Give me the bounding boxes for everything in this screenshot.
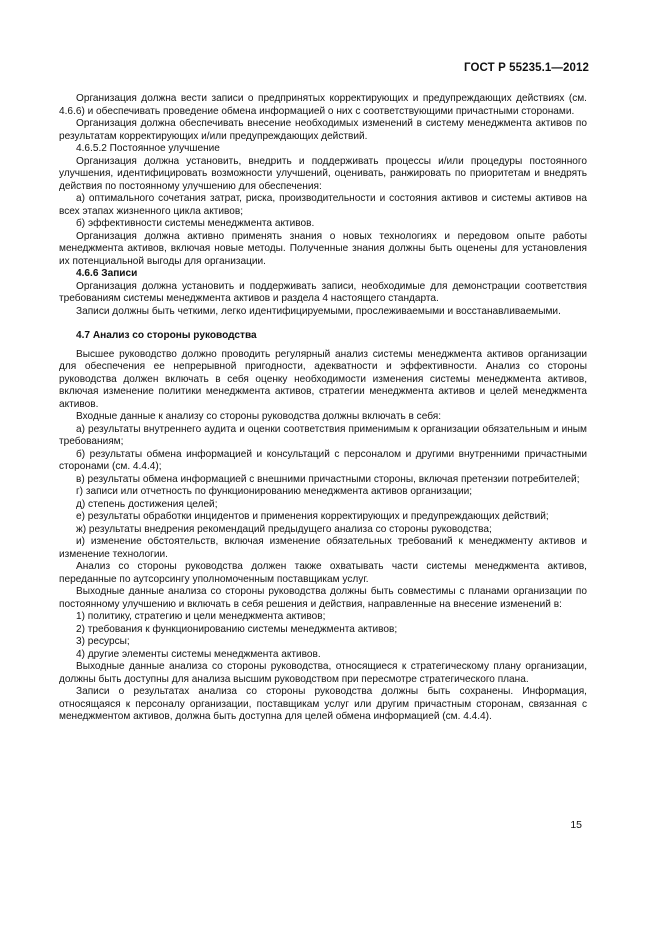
list-item: и) изменение обстоятельств, включая изменение обязательных требований к менеджменту активов и изменение технологии. (59, 536, 587, 560)
paragraph: Организация должна вести записи о предпринятых корректирующих и предупреждающих действиях (см. 4.6.6) и обеспечивать проведение обмена информацией о них с соответствующими причастными сторонами. (59, 93, 587, 117)
document-code: ГОСТ Р 55235.1—2012 (464, 62, 589, 74)
list-item: 2) требования к функционированию системы менеджмента активов; (76, 623, 398, 635)
paragraph: Входные данные к анализу со стороны руководства должны включать в себя: (76, 411, 442, 422)
paragraph: Анализ со стороны руководства должен также охватывать части системы менеджмента активов, переданные по аутсорсингу уполномоченным поставщикам услуг. (59, 561, 587, 585)
page-number: 15 (570, 819, 582, 831)
list-item: ж) результаты внедрения рекомендаций предыдущего анализа со стороны руководства; (76, 523, 492, 535)
paragraph: Организация должна установить, внедрить и поддерживать процессы и/или процедуры постоянного улучшения, идентифицировать возможности улучшений, оценивать, ранжировать по приоритетам и внедрять действия по постоянному улучшению для обеспечения: (59, 155, 587, 192)
list-item: г) записи или отчетность по функционированию менеджмента активов организации; (76, 486, 473, 497)
paragraph: Выходные данные анализа со стороны руководства должны быть совместимы с планами организации по постоянному улучшению и включать в себя решения и действия, направленные на внесение изменений в: (59, 586, 587, 610)
list-item: 3) ресурсы; (76, 636, 130, 647)
paragraph: Организация должна активно применять знания о новых технологиях и передовом опыте работы менеджмента активов, включая новые методы. Полученные знания должны быть оценены для установления их потенциальной выгоды для организации. (59, 230, 587, 267)
list-item: д) степень достижения целей; (76, 498, 218, 510)
list-item: а) оптимального сочетания затрат, риска, производительности и состояния активов и системы активов на всех этапах жизненного цикла активов; (59, 193, 587, 217)
list-item: в) результаты обмена информацией с внешними причастными стороны, включая претензии потребителей; (76, 473, 580, 485)
section-heading-records: 4.6.6 Записи (76, 268, 138, 279)
list-item: 4) другие элементы системы менеджмента активов. (76, 648, 321, 660)
list-item: е) результаты обработки инцидентов и применения корректирующих и предупреждающих действий; (76, 511, 549, 522)
paragraph: Высшее руководство должно проводить регулярный анализ системы менеджмента активов организации для обеспечения ее непрерывной пригодности, адекватности и эффективности. Анализ со стороны руководства должен включать в себя оценку необходимости изменения системы менеджмента активов, включая изменение политики менеджмента активов, стратегии менеджмента активов и целей менеджмента активов. (59, 348, 587, 410)
list-item: б) эффективности системы менеджмента активов. (76, 218, 315, 229)
paragraph: Выходные данные анализа со стороны руководства, относящиеся к стратегическому плану организации, должны быть доступны для анализа высшим руководством при пересмотре стратегического плана. (59, 661, 587, 685)
paragraph: Организация должна установить и поддерживать записи, необходимые для демонстрации соответствия требованиям системы менеджмента активов и раздела 4 настоящего стандарта. (59, 280, 587, 304)
paragraph: Записи о результатах анализа со стороны руководства должны быть сохранены. Информация, относящаяся к персоналу организации, поставщикам услуг или другим причастным сторонам, связанная с менеджментом активов, должна быть доступна для целей обмена информацией (см. 4.4.4). (59, 686, 587, 722)
list-item: 1) политику, стратегию и цели менеджмента активов; (76, 611, 326, 622)
paragraph: Записи должны быть четкими, легко идентифицируемыми, прослеживаемыми и восстанавливаемыми. (76, 305, 561, 317)
clause-heading: 4.6.5.2 Постоянное улучшение (76, 143, 220, 154)
paragraph: Организация должна обеспечивать внесение необходимых изменений в систему менеджмента активов по результатам корректирующих и/или предупреждающих действий. (59, 118, 587, 142)
list-item: а) результаты внутреннего аудита и оценки соответствия применимым к организации обязательным и иным требованиям; (59, 423, 587, 447)
section-heading-management-review: 4.7 Анализ со стороны руководства (76, 330, 257, 341)
document-body (59, 93, 587, 724)
list-item: б) результаты обмена информацией и консультаций с персоналом и другими внутренними причастными сторонами (см. 4.4.4); (59, 448, 587, 472)
